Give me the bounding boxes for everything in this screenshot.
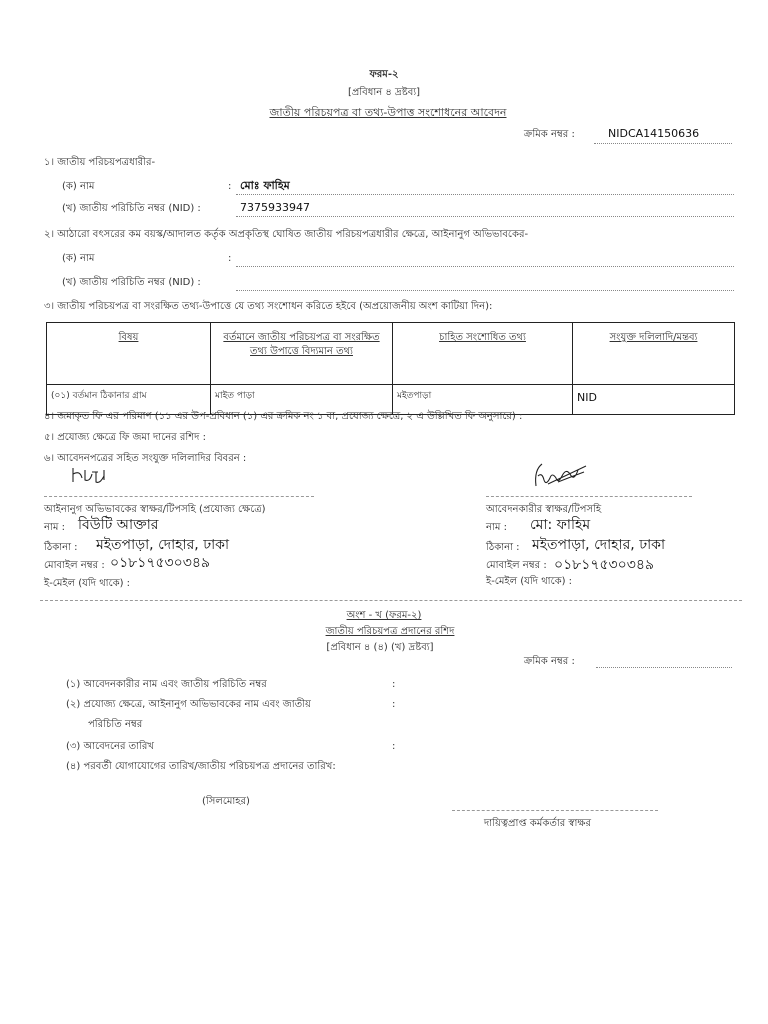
form-title: জাতীয় পরিচয়পত্র বা তথ্য-উপাত্ত সংশোধনের আবেদন xyxy=(269,106,507,119)
guardian-sign-label: আইনানুগ অভিভাবকের স্বাক্ষর/টিপসহি (প্রযোজ্য ক্ষেত্রে) xyxy=(44,504,266,515)
officer-sign-label: দায়িত্বপ্রাপ্ত কর্মকর্তার স্বাক্ষর xyxy=(484,818,591,829)
holder-name-line xyxy=(236,194,734,195)
receipt-serial-line xyxy=(596,667,732,668)
receipt-item-4: (৪) পরবর্তী যোগাযোগের তারিখ/জাতীয় পরিচয়পত্র প্রদানের তারিখ: xyxy=(66,761,336,772)
column-header: বর্তমানে জাতীয় পরিচয়পত্র বা সংরক্ষিত তথ্য উপাত্তে বিদ্যমান তথ্য xyxy=(211,323,393,385)
guardian-name-label: (ক) নাম xyxy=(62,253,95,264)
applicant-sign-label: আবেদনকারীর স্বাক্ষর/টিপসহি xyxy=(486,504,602,515)
applicant-email-label: ই-মেইল (যদি থাকে) : xyxy=(486,576,573,587)
applicant-mobile-label: মোবাইল নম্বর : xyxy=(486,560,547,571)
rule-reference: [প্রবিধান ৪ দ্রষ্টব্য] xyxy=(347,87,421,98)
receipt-item-1-colon: : xyxy=(392,679,396,690)
applicant-mobile-value: ০১৮১৭৫৩০৩৪৯ xyxy=(554,557,655,573)
guardian-nid-line xyxy=(236,290,734,291)
guardian-name-colon: : xyxy=(228,253,232,264)
holder-name-colon: : xyxy=(228,181,232,192)
correction-table xyxy=(46,322,735,415)
guardian-sign-line xyxy=(44,496,314,497)
holder-nid-line xyxy=(236,216,734,217)
receipt-item-2-cont: পরিচিতি নম্বর xyxy=(88,719,143,730)
holder-nid-value: 7375933947 xyxy=(240,201,310,214)
receipt-serial-label: ক্রমিক নম্বর : xyxy=(524,656,575,667)
applicant-address-label: ঠিকানা : xyxy=(486,542,520,553)
guardian-mobile-label: মোবাইল নম্বর : xyxy=(44,560,105,571)
seal-label: (সিলমোহর) xyxy=(202,796,250,807)
receipt-item-1: (১) আবেদনকারীর নাম এবং জাতীয় পরিচিতি নম্বর xyxy=(66,679,267,690)
applicant-name-value: মো: ফাহিম xyxy=(530,517,591,533)
guardian-name-line xyxy=(236,266,734,267)
section2-heading: ২। আঠারো বৎসরের কম বয়স্ক/আদালত কর্তৃক অপ্রকৃতিস্থ ঘোষিত জাতীয় পরিচয়পত্রধারীর ক্ষেত্রে, আইনানুগ অভিভাবকের- xyxy=(44,229,529,240)
column-header: চাহিত সংশোধিত তথ্য xyxy=(393,323,573,385)
receipt-item-2-colon: : xyxy=(392,699,396,710)
section1-heading: ১। জাতীয় পরিচয়পত্রধারীর- xyxy=(44,157,156,168)
section-separator xyxy=(40,600,742,601)
table-cell: মাইত পাড়া xyxy=(211,385,393,415)
section6-text: ৬। আবেদনপত্রের সহিত সংযুক্ত দলিলাদির বিবরন : xyxy=(44,453,247,464)
officer-sign-line xyxy=(452,810,658,811)
guardian-block-name-value: বিউটি আক্তার xyxy=(78,517,159,533)
column-header: সংযুক্ত দলিলাদি/মন্তব্য xyxy=(573,323,735,385)
guardian-signature xyxy=(70,464,110,488)
guardian-mobile-value: ০১৮১৭৫৩০৩৪৯ xyxy=(110,555,211,571)
section4-text: ৪। জমাকৃত ফি এর পরিমাণ (১১ এর উপ-প্রবিধান (১) এর ক্রমিক নং ১ বা, প্রযোজ্য ক্ষেত্রে, ২ এ উল্লিখিত ফি অনুসারে) : xyxy=(44,411,523,422)
table-cell: মইতপাড়া xyxy=(393,385,573,415)
column-header: বিষয় xyxy=(47,323,211,385)
serial-label: ক্রমিক নম্বর : xyxy=(524,129,575,140)
receipt-part-title: অংশ - খ (ফরম-২) xyxy=(346,610,422,621)
table-cell: NID xyxy=(573,385,735,415)
receipt-rule-reference: [প্রবিধান ৪ (৪) (খ) দ্রষ্টব্য] xyxy=(326,642,434,653)
guardian-block-name-label: নাম : xyxy=(44,522,65,533)
serial-value: NIDCA14150636 xyxy=(608,127,700,140)
guardian-address-value: মইতপাড়া, দোহার, ঢাকা xyxy=(96,537,230,553)
guardian-email-label: ই-মেইল (যদি থাকে) : xyxy=(44,578,131,589)
holder-name-label: (ক) নাম xyxy=(62,181,95,192)
receipt-item-3: (৩) আবেদনের তারিখ xyxy=(66,741,154,752)
guardian-address-label: ঠিকানা : xyxy=(44,542,78,553)
applicant-sign-line xyxy=(486,496,692,497)
holder-name-value: মোঃ ফাহিম xyxy=(240,179,290,192)
section3-heading: ৩। জাতীয় পরিচয়পত্র বা সংরক্ষিত তথ্য-উপাত্তে যে তথ্য সংশোধন করিতে হইবে (অপ্রয়োজনীয় অংশ কাটিয়া দিন): xyxy=(44,301,493,312)
form-number: ফরম-২ xyxy=(369,69,399,80)
receipt-item-3-colon: : xyxy=(392,741,396,752)
serial-line xyxy=(594,143,732,144)
table-cell: (০১) বর্তমান ঠিকানার গ্রাম xyxy=(47,385,211,415)
section5-text: ৫। প্রযোজ্য ক্ষেত্রে ফি জমা দানের রশিদ : xyxy=(44,432,206,443)
table-header-row xyxy=(47,323,735,385)
receipt-title: জাতীয় পরিচয়পত্র প্রদানের রশিদ xyxy=(325,626,455,637)
applicant-address-value: মইতপাড়া, দোহার, ঢাকা xyxy=(532,537,666,553)
guardian-nid-label: (খ) জাতীয় পরিচিতি নম্বর (NID) : xyxy=(62,277,201,288)
holder-nid-label: (খ) জাতীয় পরিচিতি নম্বর (NID) : xyxy=(62,203,201,214)
applicant-name-label: নাম : xyxy=(486,522,507,533)
applicant-signature xyxy=(528,458,592,494)
receipt-item-2: (২) প্রযোজ্য ক্ষেত্রে, আইনানুগ অভিভাবকের নাম এবং জাতীয় xyxy=(66,699,311,710)
